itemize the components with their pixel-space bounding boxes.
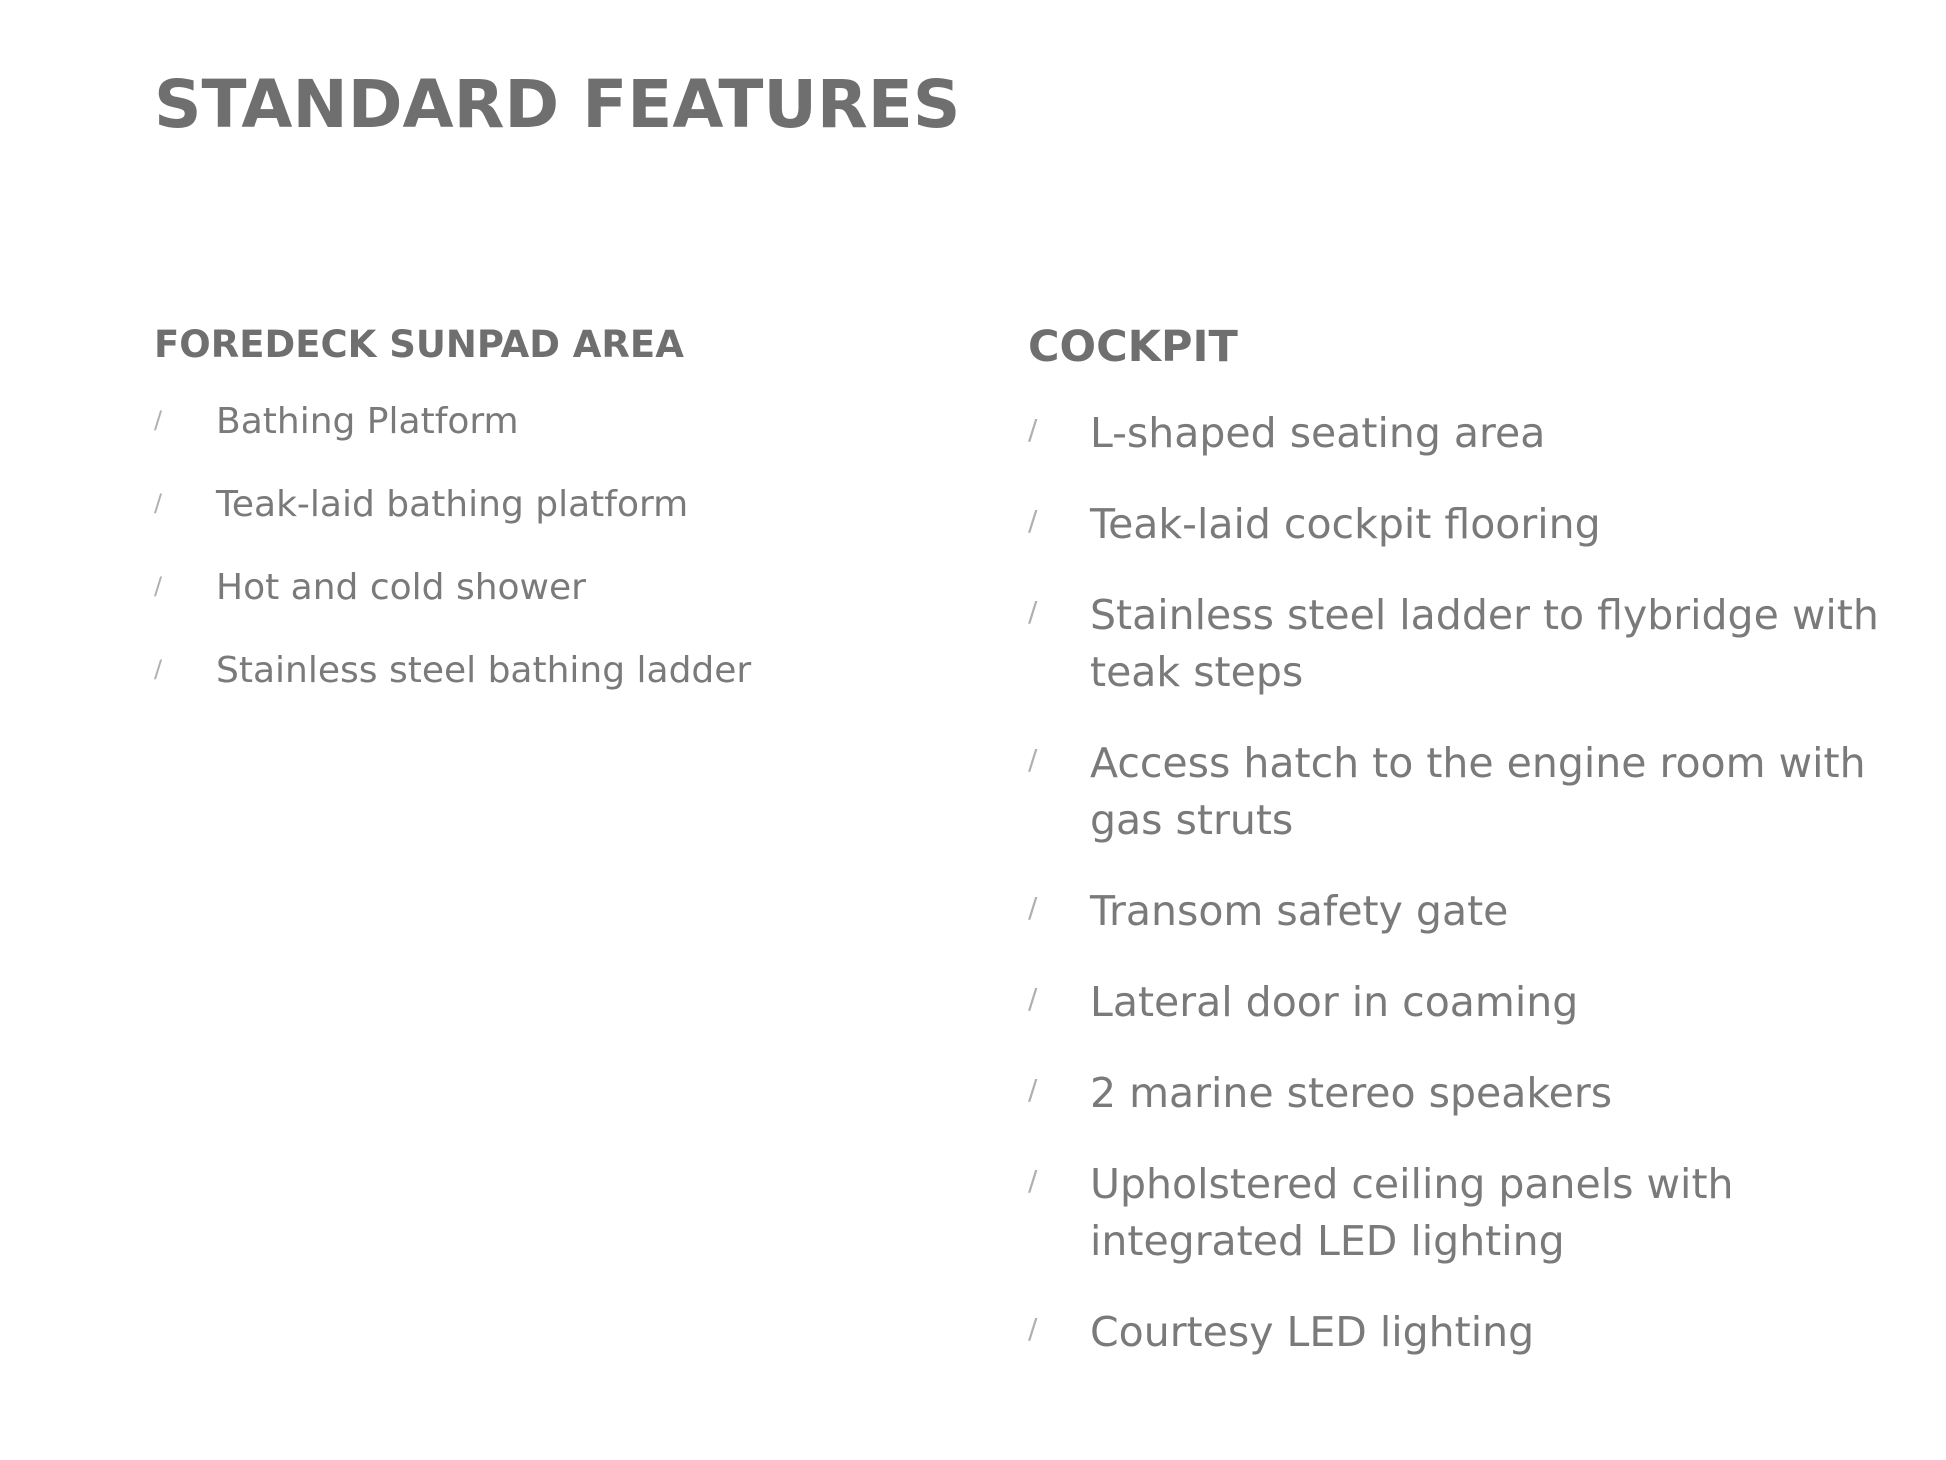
list-item — [1028, 974, 1908, 1031]
list-item — [1028, 883, 1908, 940]
list-item — [1028, 496, 1908, 553]
section-cockpit — [1028, 322, 1908, 1395]
feature-list — [154, 399, 954, 694]
feature-text: 2 marine stereo speakers — [1090, 1069, 1613, 1117]
slash-icon: / — [1028, 504, 1038, 537]
feature-text: L-shaped seating area — [1090, 409, 1546, 457]
slash-icon: / — [154, 406, 163, 434]
list-item — [154, 482, 954, 528]
slash-icon: / — [1028, 595, 1038, 628]
list-item — [154, 648, 954, 694]
feature-text: Bathing Platform — [216, 401, 519, 442]
slash-icon: / — [1028, 1164, 1038, 1197]
feature-text: Access hatch to the engine room with gas struts — [1090, 739, 1866, 844]
list-item — [154, 399, 954, 445]
slash-icon: / — [1028, 1073, 1038, 1106]
slash-icon: / — [1028, 413, 1038, 446]
slash-icon: / — [154, 572, 163, 600]
list-item — [1028, 587, 1908, 701]
feature-text: Teak-laid cockpit flooring — [1090, 500, 1601, 548]
slash-icon: / — [1028, 1312, 1038, 1345]
page-title: STANDARD FEATURES — [154, 66, 961, 143]
list-item — [1028, 1304, 1908, 1361]
slash-icon: / — [1028, 891, 1038, 924]
list-item — [1028, 1065, 1908, 1122]
feature-text: Hot and cold shower — [216, 567, 586, 608]
feature-text: Stainless steel bathing ladder — [216, 650, 752, 691]
list-item — [1028, 405, 1908, 462]
section-foredeck-sunpad-area — [154, 323, 954, 731]
section-heading: FOREDECK SUNPAD AREA — [154, 323, 684, 366]
feature-list — [1028, 405, 1908, 1361]
feature-text: Transom safety gate — [1090, 887, 1509, 935]
slash-icon: / — [154, 655, 163, 683]
feature-text: Teak-laid bathing platform — [216, 484, 689, 525]
feature-text: Lateral door in coaming — [1090, 978, 1579, 1026]
list-item — [1028, 1156, 1908, 1270]
slash-icon: / — [154, 489, 163, 517]
feature-text: Upholstered ceiling panels with integrated LED lighting — [1090, 1160, 1734, 1265]
feature-text: Stainless steel ladder to flybridge with teak steps — [1090, 591, 1879, 696]
feature-text: Courtesy LED lighting — [1090, 1308, 1535, 1356]
list-item — [154, 565, 954, 611]
slash-icon: / — [1028, 982, 1038, 1015]
list-item — [1028, 735, 1908, 849]
section-heading: COCKPIT — [1028, 322, 1238, 372]
slash-icon: / — [1028, 743, 1038, 776]
